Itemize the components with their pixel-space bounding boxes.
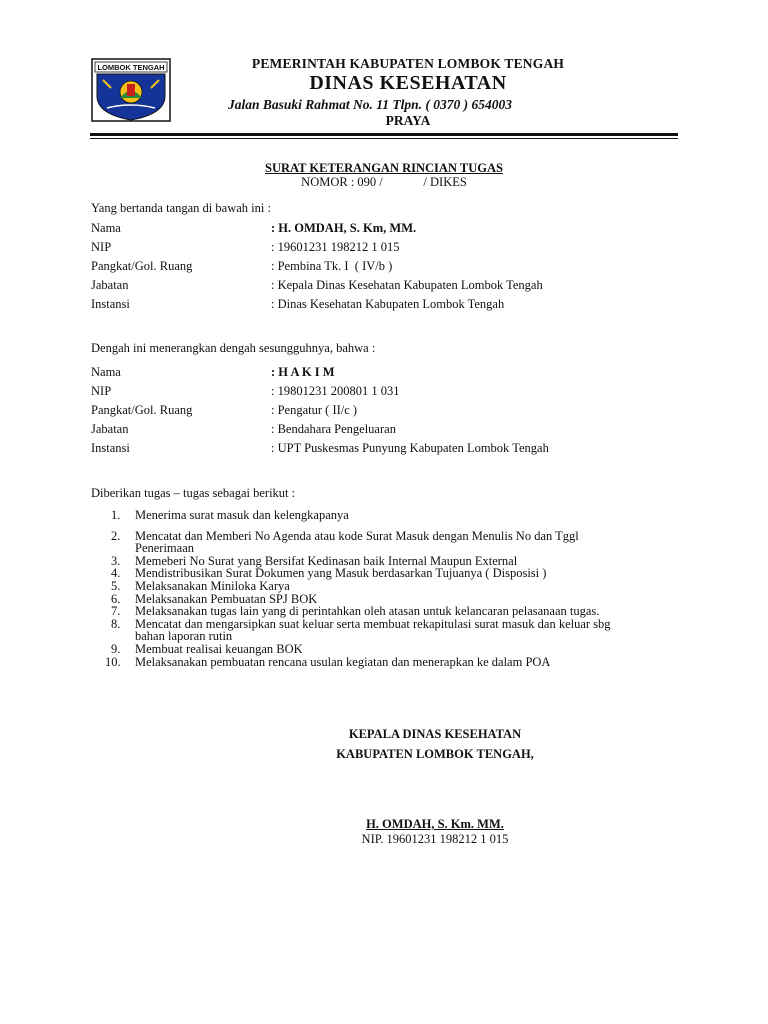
field-value: : Kepala Dinas Kesehatan Kabupaten Lombok Tengah — [271, 278, 543, 292]
svg-text:LOMBOK TENGAH: LOMBOK TENGAH — [97, 63, 165, 72]
list-text: Melaksanakan pembuatan rencana usulan kegiatan dan menerapkan ke dalam POA — [135, 654, 551, 669]
list-number: 4. — [111, 566, 121, 581]
list-text: Memeberi No Surat yang Bersifat Kedinasan baik Internal Maupun External — [135, 553, 518, 568]
field-value: : H A K I M — [271, 365, 335, 379]
list-number: 10. — [105, 654, 121, 669]
field-label: Jabatan — [91, 422, 129, 436]
list-text: Melaksanakan Pembuatan SPJ BOK — [135, 591, 318, 606]
signature-title-2: KABUPATEN LOMBOK TENGAH, — [336, 747, 534, 761]
list-item — [91, 656, 691, 669]
field-label: Pangkat/Gol. Ruang — [91, 259, 193, 273]
list-text-continued: Penerimaan — [135, 541, 195, 556]
list-number: 8. — [111, 616, 121, 631]
list-number: 6. — [111, 591, 121, 606]
letterhead-city: PRAYA — [385, 113, 431, 128]
field-value: : Bendahara Pengeluaran — [271, 422, 396, 436]
signer-row-position — [91, 278, 691, 294]
field-label: NIP — [91, 240, 112, 254]
list-number: 9. — [111, 641, 121, 656]
intro-tasks: Diberikan tugas – tugas sebagai berikut : — [91, 486, 296, 500]
intro-signer: Yang bertanda tangan di bawah ini : — [91, 201, 271, 215]
signer-row-rank — [91, 259, 691, 275]
task-list — [91, 509, 691, 668]
subject-row-name — [91, 365, 691, 381]
field-value: : 19601231 198212 1 015 — [271, 240, 400, 254]
signature-name: H. OMDAH, S. Km. MM. — [366, 817, 504, 831]
field-label: Nama — [91, 221, 121, 235]
field-label: Jabatan — [91, 278, 129, 292]
subject-row-institution — [91, 441, 691, 457]
list-text-continued: bahan laporan rutin — [135, 629, 233, 644]
intro-subject: Dengah ini menerangkan dengah sesungguhnya, bahwa : — [91, 341, 376, 355]
document-title: SURAT KETERANGAN RINCIAN TUGAS — [265, 161, 503, 175]
field-label: Pangkat/Gol. Ruang — [91, 403, 193, 417]
field-value: : 19801231 200801 1 031 — [271, 384, 400, 398]
field-value: : UPT Puskesmas Punyung Kabupaten Lombok Tengah — [271, 441, 549, 455]
list-text: Melaksanakan Miniloka Karya — [135, 578, 290, 593]
field-value: : Dinas Kesehatan Kabupaten Lombok Tengah — [271, 297, 505, 311]
signer-row-name — [91, 221, 691, 237]
letterhead-rule-thin — [90, 138, 678, 139]
signer-row-institution — [91, 297, 691, 313]
letterhead-rule-thick — [90, 133, 678, 136]
letterhead-government: PEMERINTAH KABUPATEN LOMBOK TENGAH — [251, 56, 565, 71]
letterhead-address: Jalan Basuki Rahmat No. 11 Tlpn. ( 0370 ) 654003 — [228, 97, 512, 112]
signature-nip: NIP. 19601231 198212 1 015 — [361, 832, 509, 846]
list-text: Mencatat dan Memberi No Agenda atau kode Surat Masuk dengan Menulis No dan Tggl — [135, 528, 579, 543]
field-value: : Pembina Tk. I ( IV/b ) — [271, 259, 393, 273]
document-number: NOMOR : 090 / / DIKES — [301, 175, 467, 189]
field-label: NIP — [91, 384, 112, 398]
list-text: Mendistribusikan Surat Dokumen yang Masuk berdasarkan Tujuanya ( Disposisi ) — [135, 566, 547, 581]
list-item — [91, 618, 691, 643]
field-value: : H. OMDAH, S. Km, MM. — [271, 221, 417, 235]
list-item — [91, 530, 691, 555]
subject-row-nip — [91, 384, 691, 400]
signer-row-nip — [91, 240, 691, 256]
field-value: : Pengatur ( II/c ) — [271, 403, 358, 417]
letterhead-agency: DINAS KESEHATAN — [309, 72, 507, 94]
list-text: Menerima surat masuk dan kelengkapanya — [135, 508, 349, 522]
list-number: 5. — [111, 578, 121, 593]
field-label: Nama — [91, 365, 121, 379]
list-number: 2. — [111, 528, 121, 543]
logo-lombok-tengah — [91, 58, 171, 122]
list-number: 1. — [111, 508, 121, 522]
list-text: Melaksanakan tugas lain yang di perintahkan oleh atasan untuk kelancaran pelasanaan tugas. — [135, 604, 600, 619]
field-label: Instansi — [91, 441, 130, 455]
list-text: Mencatat dan mengarsipkan suat keluar serta membuat rekapitulasi surat masuk dan keluar sbg — [135, 616, 611, 631]
signature-title-1: KEPALA DINAS KESEHATAN — [348, 727, 522, 741]
list-text: Membuat realisai keuangan BOK — [135, 641, 303, 656]
list-item — [91, 509, 691, 522]
list-number: 3. — [111, 553, 121, 568]
subject-row-position — [91, 422, 691, 438]
list-number: 7. — [111, 604, 121, 619]
field-label: Instansi — [91, 297, 130, 311]
subject-row-rank — [91, 403, 691, 419]
